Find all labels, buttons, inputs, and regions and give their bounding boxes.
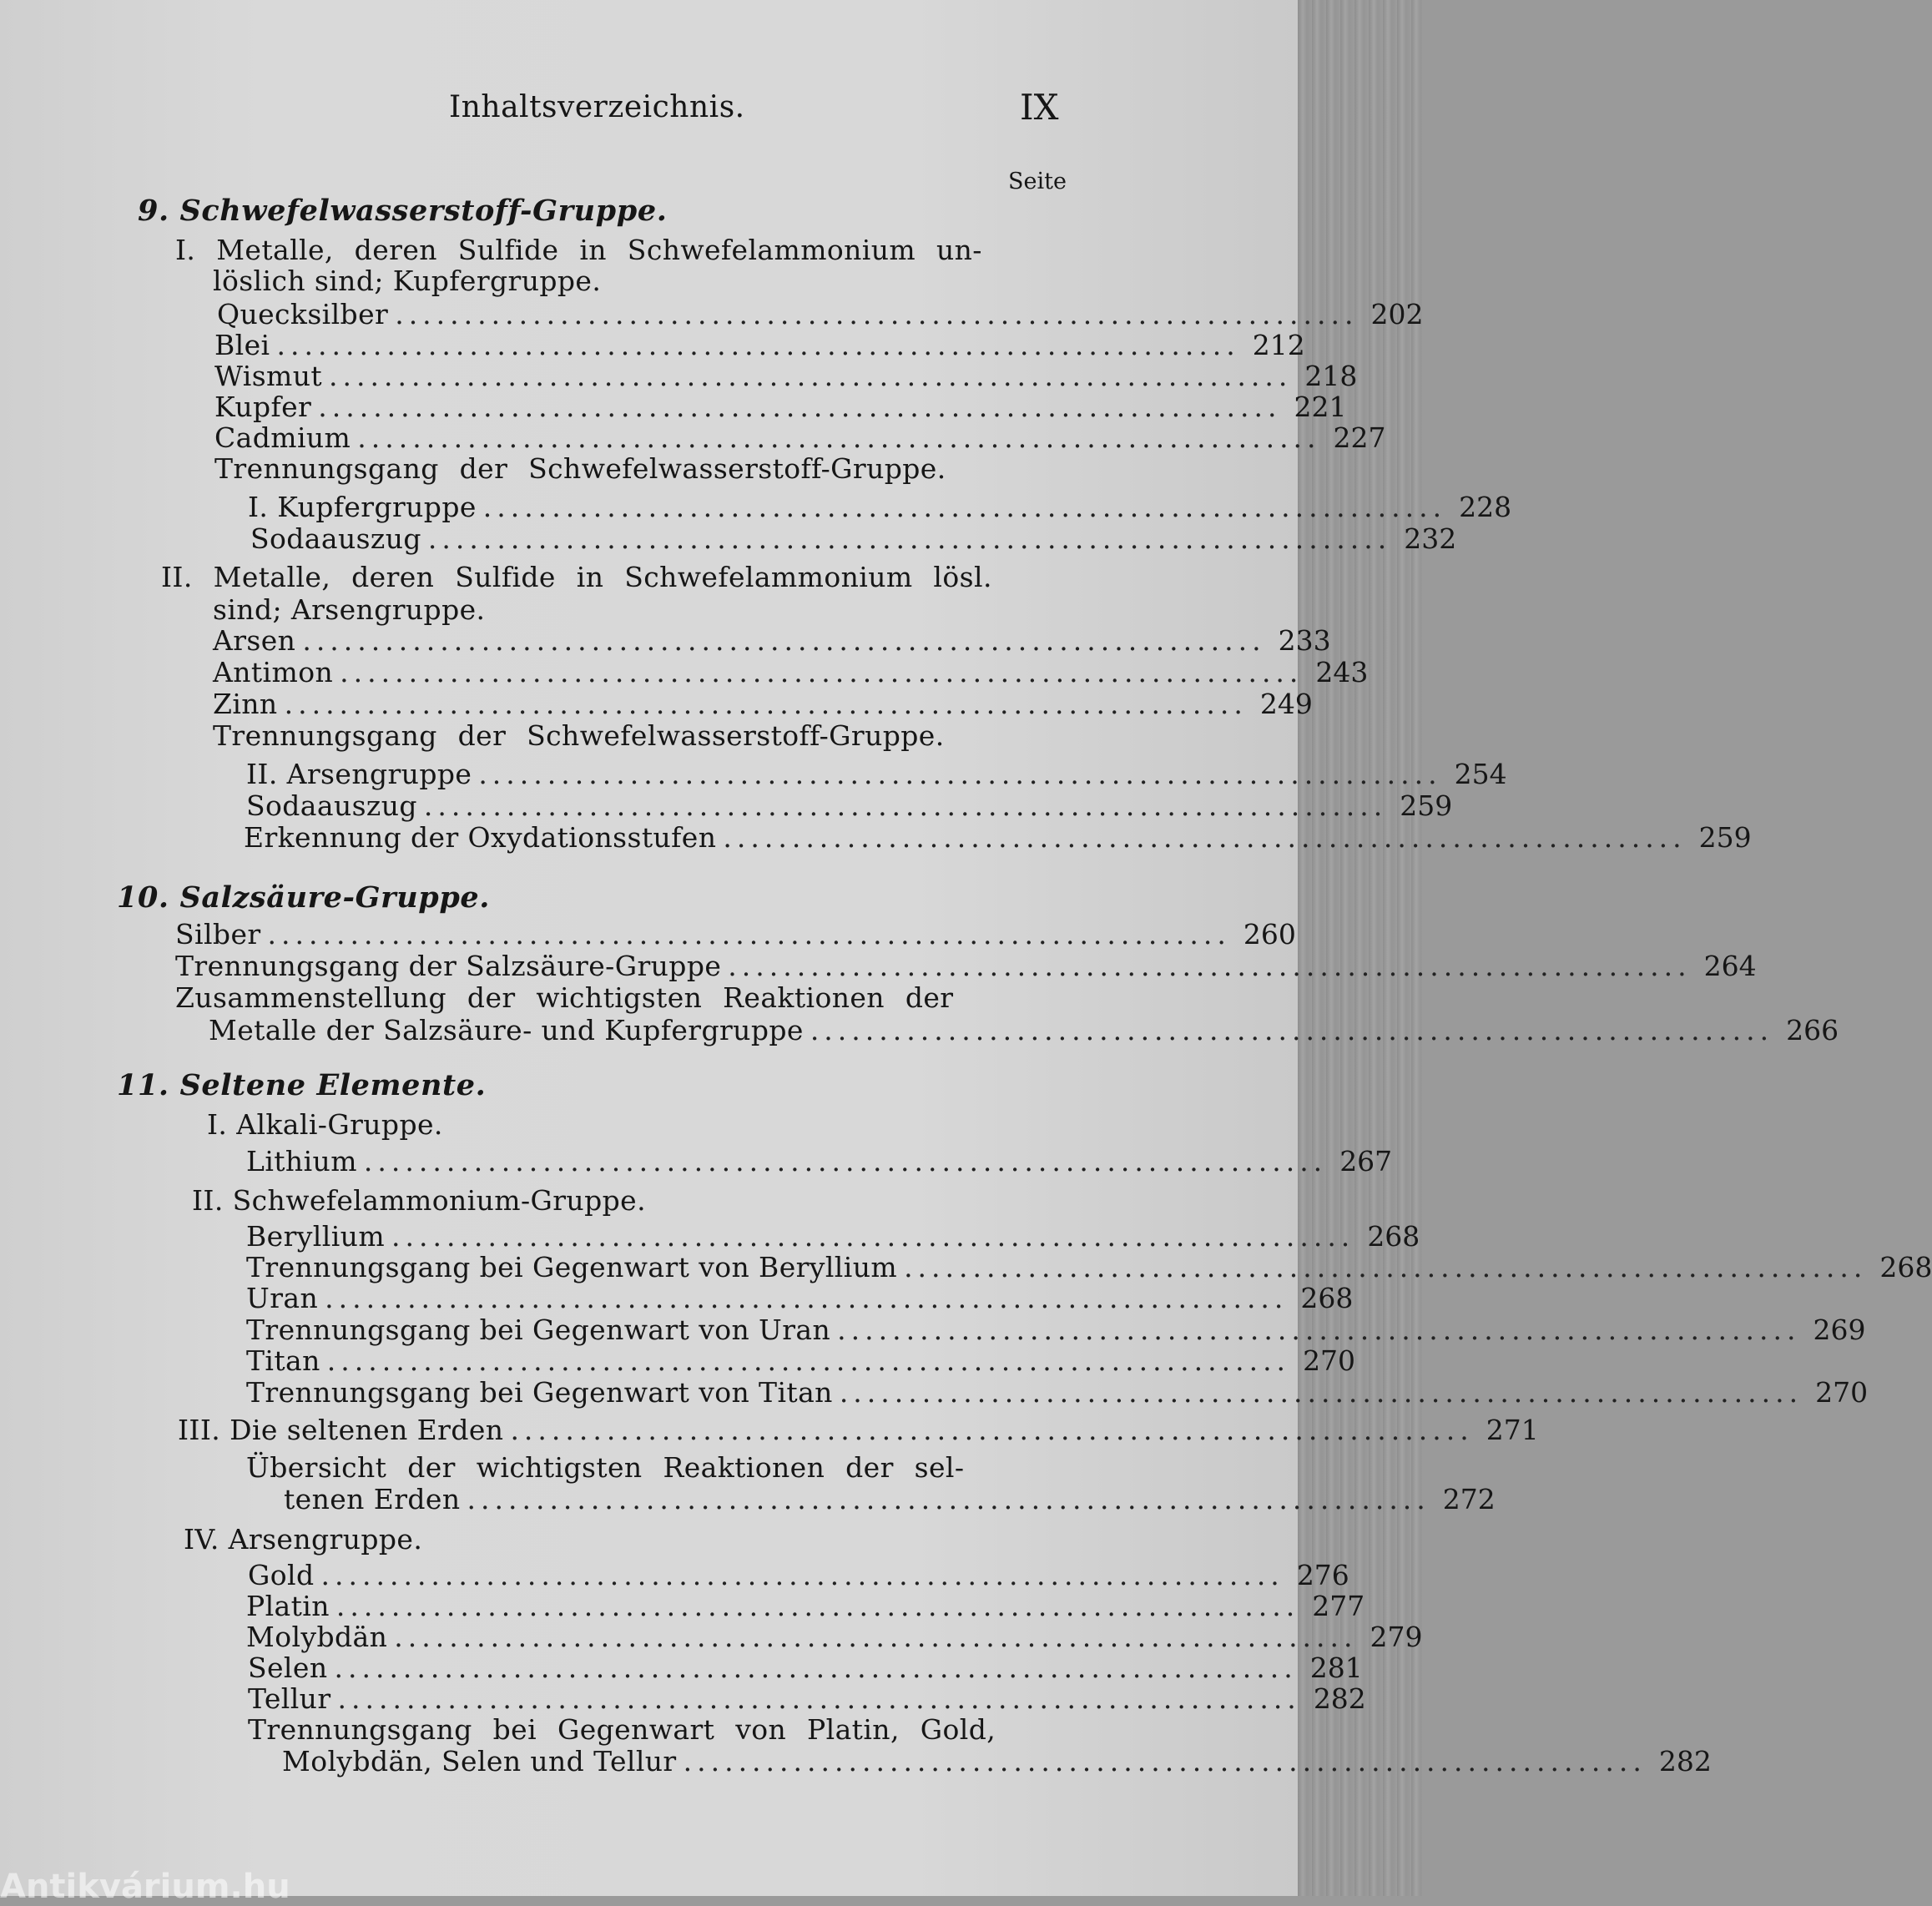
toc-entry-label: Zinn <box>213 688 278 720</box>
leader-dots: ...................................................................... <box>391 1220 1355 1253</box>
toc-entry <box>214 360 1358 393</box>
toc-entry <box>214 391 1347 424</box>
toc-entry-page: 272 <box>1442 1483 1496 1515</box>
leader-dots: ...................................................................... <box>329 360 1293 392</box>
entry-title-line: Zusammenstellung der wichtigsten Reaktionen der <box>175 981 954 1014</box>
leader-dots: ...................................................................... <box>357 421 1321 454</box>
toc-entry <box>175 950 1757 983</box>
toc-entry <box>244 821 1752 855</box>
toc-entry <box>175 918 1296 951</box>
leader-dots: ...................................................................... <box>723 821 1687 854</box>
group-title: II. Metalle, deren Sulfide in Schwefelammonium lösl. <box>161 561 992 593</box>
section-heading: 9. Schwefelwasserstoff-Gruppe. <box>138 194 668 228</box>
toc-entry-page: 276 <box>1296 1559 1349 1591</box>
toc-entry <box>246 1344 1356 1378</box>
leader-dots: ...................................................................... <box>302 624 1266 657</box>
toc-entry-page: 233 <box>1278 624 1331 657</box>
leader-dots: ...................................................................... <box>904 1251 1868 1283</box>
toc-entry-page: 268 <box>1879 1251 1932 1283</box>
subheading: Trennungsgang der Schwefelwasserstoff-Gruppe. <box>214 452 946 485</box>
leader-dots: ...................................................................... <box>337 1682 1301 1715</box>
toc-entry-page: 202 <box>1370 298 1424 330</box>
toc-entry-page: 259 <box>1400 789 1453 822</box>
toc-entry-label: Molybdän, Selen und Tellur <box>282 1745 677 1777</box>
leader-dots: ...................................................................... <box>683 1745 1647 1777</box>
toc-entry <box>246 1251 1932 1284</box>
toc-entry-label: Silber <box>175 918 261 950</box>
toc-entry <box>214 329 1305 362</box>
toc-entry <box>246 1145 1393 1178</box>
leader-dots: ...................................................................... <box>510 1414 1474 1446</box>
leader-dots: ...................................................................... <box>395 298 1359 330</box>
toc-entry-page: 267 <box>1339 1145 1393 1177</box>
leader-dots: ...................................................................... <box>482 491 1447 523</box>
toc-entry <box>246 1282 1354 1315</box>
toc-entry-label: Platin <box>246 1590 330 1622</box>
group-title: IV. Arsengruppe. <box>184 1523 423 1556</box>
leader-dots: ...................................................................... <box>810 1014 1774 1046</box>
toc-entry <box>213 656 1369 689</box>
leader-dots: ...................................................................... <box>318 391 1282 423</box>
section-heading: 11. Seltene Elemente. <box>117 1068 487 1102</box>
toc-entry <box>246 1376 1869 1409</box>
leader-dots: ...................................................................... <box>284 688 1248 720</box>
toc-entry <box>248 1651 1363 1685</box>
toc-entry <box>209 1014 1839 1047</box>
toc-entry <box>217 298 1424 331</box>
toc-entry-page: 271 <box>1486 1414 1539 1446</box>
leader-dots: ...................................................................... <box>363 1145 1328 1177</box>
toc-entry-page: 227 <box>1333 421 1386 454</box>
toc-entry-label: Erkennung der Oxydationsstufen <box>244 821 717 854</box>
leader-dots: ...................................................................... <box>340 656 1304 688</box>
toc-entry-label: Beryllium <box>246 1220 386 1253</box>
leader-dots: ...................................................................... <box>427 522 1392 555</box>
leader-dots: ...................................................................... <box>326 1344 1291 1377</box>
page-number: IX <box>1020 87 1059 128</box>
toc-entry-label: Tellur <box>248 1682 331 1715</box>
toc-entry <box>246 789 1453 823</box>
toc-entry-page: 270 <box>1815 1376 1869 1409</box>
leader-dots: ...................................................................... <box>334 1651 1298 1684</box>
leader-dots: ...................................................................... <box>320 1559 1284 1591</box>
toc-entry-page: 254 <box>1454 758 1507 790</box>
toc-entry-page: 249 <box>1259 688 1313 720</box>
toc-entry-label: Trennungsgang der Salzsäure-Gruppe <box>175 950 722 982</box>
toc-entry <box>213 624 1331 658</box>
toc-entry-page: 260 <box>1243 918 1296 950</box>
toc-entry <box>246 1220 1420 1253</box>
leader-dots: ...................................................................... <box>478 758 1442 790</box>
toc-entry-label: III. Die seltenen Erden <box>178 1414 504 1446</box>
leader-dots: ...................................................................... <box>728 950 1692 982</box>
toc-entry-label: Cadmium <box>214 421 351 454</box>
toc-entry <box>178 1414 1539 1447</box>
toc-entry-label: Quecksilber <box>217 298 389 330</box>
toc-entry-page: 282 <box>1658 1745 1712 1777</box>
entry-title-line: Trennungsgang bei Gegenwart von Platin, Gold, <box>248 1713 996 1746</box>
toc-entry <box>214 421 1386 455</box>
leader-dots: ...................................................................... <box>267 918 1231 950</box>
watermark: Antikvárium.hu <box>0 1868 290 1906</box>
toc-entry-label: Trennungsgang bei Gegenwart von Uran <box>246 1314 831 1346</box>
toc-entry-label: Sodaauszug <box>250 522 421 555</box>
leader-dots: ...................................................................... <box>423 789 1388 822</box>
group-title-continued: sind; Arsengruppe. <box>213 593 486 626</box>
toc-entry-label: Sodaauszug <box>246 789 417 822</box>
toc-entry-label: Uran <box>246 1282 319 1314</box>
toc-entry-label: Gold <box>248 1559 315 1591</box>
toc-entry-page: 228 <box>1459 491 1512 523</box>
toc-entry-page: 221 <box>1294 391 1347 423</box>
toc-entry-label: Arsen <box>213 624 296 657</box>
running-title: Inhaltsverzeichnis. <box>449 90 745 124</box>
leader-dots: ...................................................................... <box>837 1314 1801 1346</box>
section-heading: 10. Salzsäure-Gruppe. <box>117 880 491 915</box>
toc-entry-page: 268 <box>1300 1282 1354 1314</box>
toc-entry-label: Trennungsgang bei Gegenwart von Beryllium <box>246 1251 898 1283</box>
toc-entry-label: Blei <box>214 329 270 361</box>
toc-entry-label: Selen <box>248 1651 328 1684</box>
toc-entry <box>248 1559 1349 1592</box>
toc-entry-page: 269 <box>1813 1314 1866 1346</box>
toc-entry-page: 282 <box>1313 1682 1366 1715</box>
toc-entry <box>248 1682 1366 1716</box>
toc-entry-page: 259 <box>1698 821 1752 854</box>
toc-entry-page: 232 <box>1404 522 1457 555</box>
toc-entry <box>246 1621 1423 1654</box>
toc-entry-page: 268 <box>1367 1220 1420 1253</box>
toc-entry-page: 243 <box>1315 656 1369 688</box>
toc-entry-label: Metalle der Salzsäure- und Kupfergruppe <box>209 1014 804 1046</box>
toc-entry-label: Kupfer <box>214 391 312 423</box>
toc-entry <box>250 522 1457 556</box>
group-title-continued: löslich sind; Kupfergruppe. <box>213 265 602 297</box>
group-title: II. Schwefelammonium-Gruppe. <box>192 1184 646 1217</box>
leader-dots: ...................................................................... <box>467 1483 1430 1515</box>
toc-entry-page: 218 <box>1304 360 1358 392</box>
toc-entry <box>213 688 1313 721</box>
leader-dots: ...................................................................... <box>335 1590 1300 1622</box>
toc-entry-page: 266 <box>1786 1014 1839 1046</box>
toc-entry <box>246 758 1507 791</box>
toc-entry-page: 212 <box>1252 329 1305 361</box>
leader-dots: ...................................................................... <box>276 329 1240 361</box>
toc-entry-label: Antimon <box>213 656 334 688</box>
group-title: I. Metalle, deren Sulfide in Schwefelammonium un- <box>175 234 982 266</box>
toc-entry-label: I. Kupfergruppe <box>248 491 477 523</box>
toc-entry <box>246 1314 1866 1347</box>
entry-title-line: Übersicht der wichtigsten Reaktionen der sel- <box>246 1451 965 1484</box>
toc-entry <box>248 491 1512 524</box>
toc-entry <box>282 1745 1712 1778</box>
toc-entry <box>246 1590 1365 1623</box>
toc-entry-label: Molybdän <box>246 1621 388 1653</box>
toc-entry-label: tenen Erden <box>284 1483 461 1515</box>
toc-entry-label: II. Arsengruppe <box>246 758 472 790</box>
toc-entry <box>284 1483 1496 1516</box>
page-column-label: Seite <box>1008 169 1067 194</box>
group-title: I. Alkali-Gruppe. <box>207 1108 443 1141</box>
toc-entry-page: 279 <box>1370 1621 1423 1653</box>
toc-entry-page: 270 <box>1303 1344 1356 1377</box>
leader-dots: ...................................................................... <box>325 1282 1289 1314</box>
toc-entry-page: 277 <box>1312 1590 1365 1622</box>
toc-entry-label: Titan <box>246 1344 320 1377</box>
toc-entry-label: Wismut <box>214 360 323 392</box>
leader-dots: ...................................................................... <box>394 1621 1358 1653</box>
toc-entry-label: Trennungsgang bei Gegenwart von Titan <box>246 1376 833 1409</box>
toc-entry-label: Lithium <box>246 1145 357 1177</box>
leader-dots: ...................................................................... <box>839 1376 1803 1409</box>
toc-entry-page: 281 <box>1309 1651 1363 1684</box>
toc-entry-page: 264 <box>1703 950 1757 982</box>
subheading: Trennungsgang der Schwefelwasserstoff-Gruppe. <box>213 719 945 752</box>
